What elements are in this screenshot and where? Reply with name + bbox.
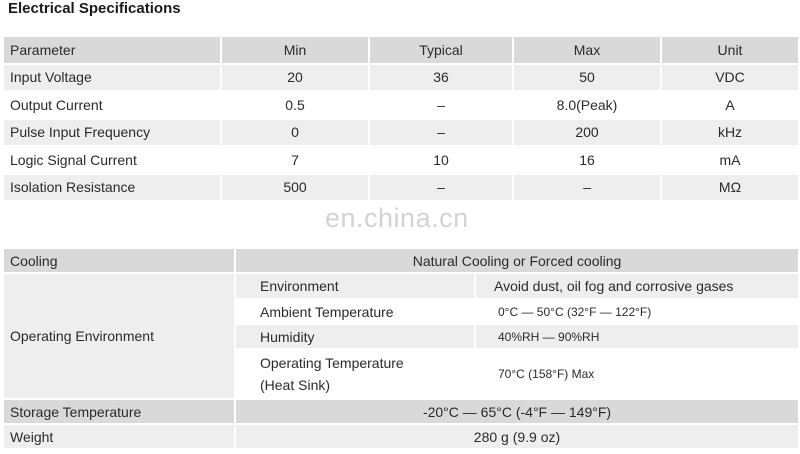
header-cell: Unit xyxy=(661,36,799,64)
min-cell: 7 xyxy=(221,146,369,174)
typical-cell: 10 xyxy=(369,146,513,174)
typical-cell: – xyxy=(369,174,513,202)
max-cell: 200 xyxy=(513,119,661,147)
header-cell: Max xyxy=(513,36,661,64)
min-cell: 0 xyxy=(221,119,369,147)
unit-cell: mA xyxy=(661,146,799,174)
weight-value: 280 g (9.9 oz) xyxy=(235,424,799,449)
typical-cell: 36 xyxy=(369,64,513,92)
max-cell: 8.0(Peak) xyxy=(513,91,661,119)
table-row xyxy=(3,146,799,174)
weight-label: Weight xyxy=(3,424,235,449)
section-title: Electrical Specifications xyxy=(8,0,181,17)
env-value-cell: Avoid dust, oil fog and corrosive gases xyxy=(475,273,799,299)
typical-cell: – xyxy=(369,119,513,147)
param-cell: Input Voltage xyxy=(3,64,221,92)
env-param-cell: Humidity xyxy=(235,324,475,349)
table-row xyxy=(3,119,799,147)
storage-temperature-label: Storage Temperature xyxy=(3,399,235,424)
operating-environment-label: Operating Environment xyxy=(3,273,235,399)
env-value-cell: 40%RH — 90%RH xyxy=(475,324,799,349)
max-cell: – xyxy=(513,174,661,202)
param-cell: Logic Signal Current xyxy=(3,146,221,174)
env-param-cell: Environment xyxy=(235,273,475,299)
table-row xyxy=(3,174,799,202)
env-value-cell: 0°C — 50°C (32°F — 122°F) xyxy=(475,299,799,324)
table-row xyxy=(3,399,799,424)
max-cell: 16 xyxy=(513,146,661,174)
header-cell: Typical xyxy=(369,36,513,64)
header-cell: Min xyxy=(221,36,369,64)
unit-cell: VDC xyxy=(661,64,799,92)
header-cell: Parameter xyxy=(3,36,221,64)
table-row xyxy=(3,273,799,299)
env-param-cell: Ambient Temperature xyxy=(235,299,475,324)
min-cell: 20 xyxy=(221,64,369,92)
cooling-label: Cooling xyxy=(3,248,235,273)
param-cell: Isolation Resistance xyxy=(3,174,221,202)
unit-cell: kHz xyxy=(661,119,799,147)
heat-sink-label: (Heat Sink) xyxy=(260,377,331,393)
operating-temperature-label: Operating Temperature xyxy=(260,355,404,371)
storage-temperature-value: -20°C — 65°C (-4°F — 149°F) xyxy=(235,399,799,424)
env-param-cell xyxy=(235,349,475,399)
environment-spec-table xyxy=(2,247,800,450)
env-value-cell: 70°C (158°F) Max xyxy=(475,349,799,399)
table-header-row xyxy=(3,36,799,64)
table-row xyxy=(3,91,799,119)
unit-cell: MΩ xyxy=(661,174,799,202)
max-cell: 50 xyxy=(513,64,661,92)
min-cell: 0.5 xyxy=(221,91,369,119)
param-cell: Pulse Input Frequency xyxy=(3,119,221,147)
watermark-text: en.china.cn xyxy=(325,203,469,233)
table-row xyxy=(3,248,799,273)
table-row xyxy=(3,64,799,92)
min-cell: 500 xyxy=(221,174,369,202)
cooling-value: Natural Cooling or Forced cooling xyxy=(235,248,799,273)
table-row xyxy=(3,424,799,449)
param-cell: Output Current xyxy=(3,91,221,119)
unit-cell: A xyxy=(661,91,799,119)
typical-cell: – xyxy=(369,91,513,119)
electrical-spec-table xyxy=(2,35,800,202)
